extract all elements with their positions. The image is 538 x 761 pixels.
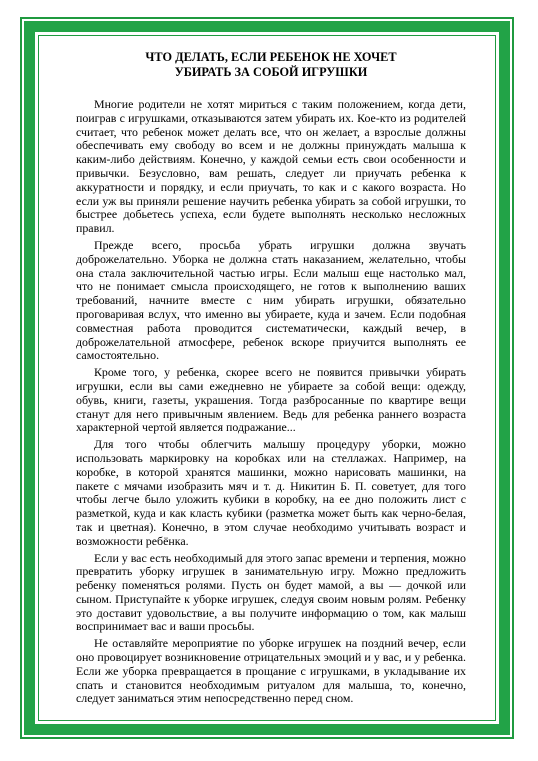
title-line-2: УБИРАТЬ ЗА СОБОЙ ИГРУШКИ xyxy=(174,65,368,79)
title-line-1: ЧТО ДЕЛАТЬ, ЕСЛИ РЕБЕНОК НЕ ХОЧЕТ xyxy=(145,50,397,64)
document-title xyxy=(76,50,466,80)
document-body xyxy=(76,50,466,709)
paragraph-3: Кроме того, у ребенка, скорее всего не появится привычки убирать игрушки, если вы сами ежедневно не убираете за собой вещи: одежду, обувь, книги, газеты, украшения. Тогда разбросанные по квартире вещи станут для него привычным явлением. Ведь для ребенка раннего возраста характерной чертой является подражание... xyxy=(76,365,466,435)
paragraph-1: Многие родители не хотят мириться с таким положением, когда дети, поиграв с игрушками, отказываются затем убирать их. Кое-кто из родителей считает, что ребенок может делать все, что он желает, а взрослые должны обеспечивать ему свободу во всем и не должны принуждать малыша к каким-либо действиям. Конечно, у каждой семьи есть свои особенности и привычки. Безусловно, вам решать, следует ли приучать ребенка к аккуратности и порядку, и если приучать, то как и с какого возраста. Но если уж вы приняли решение научить ребенка убирать за собой игрушки, то быстрее добьетесь успеха, если будете выполнять несколько несложных правил. xyxy=(76,97,466,236)
paragraph-6: Не оставляйте мероприятие по уборке игрушек на поздний вечер, если оно провоцирует возникновение отрицательных эмоций и у вас, и у ребенка. Если же уборка превращается в прощание с игрушками, в укладывание их спать и становится необходимым ритуалом для малыша, то, конечно, следует заниматься этим непосредственно перед сном. xyxy=(76,636,466,706)
paragraph-2: Прежде всего, просьба убрать игрушки должна звучать доброжелательно. Уборка не должна стать наказанием, желательно, чтобы она стала заключительной частью игры. Если малыш еще настолько мал, что не понимает смысла происходящего, не готов к выполнению ваших требований, начните вместе с ним убирать игрушки, обязательно проговаривая вслух, что именно вы убираете, куда и зачем. Если подобная совместная работа проводится систематически, каждый вечер, в доброжелательной атмосфере, ребенок вскоре приучится выполнять ее самостоятельно. xyxy=(76,237,466,363)
paragraph-4: Для того чтобы облегчить малышу процедуру уборки, можно использовать маркировку на коробках или на стеллажах. Например, на коробке, в которой хранятся машинки, можно нарисовать машинки, на пакете с мячами изобразить мяч и т. д. Никитин Б. П. советует, для того чтобы легче было уложить кубики в коробку, на ее дно положить лист с разметкой, куда и как класть кубики (разметка может быть как черно-белая, так и цветная). Конечно, в этом случае необходимо учитывать возраст и возможности ребёнка. xyxy=(76,437,466,548)
paragraph-5: Если у вас есть необходимый для этого запас времени и терпения, можно превратить уборку игрушек в занимательную игру. Можно предложить ребенку поменяться ролями. Пусть он будет мамой, а вы — дочкой или сыном. Приступайте к уборке игрушек, следуя своим новым ролям. Ребенку это доставит удовольствие, а вы получите информацию о том, как малыш воспринимает вас и ваши просьбы. xyxy=(76,550,466,634)
